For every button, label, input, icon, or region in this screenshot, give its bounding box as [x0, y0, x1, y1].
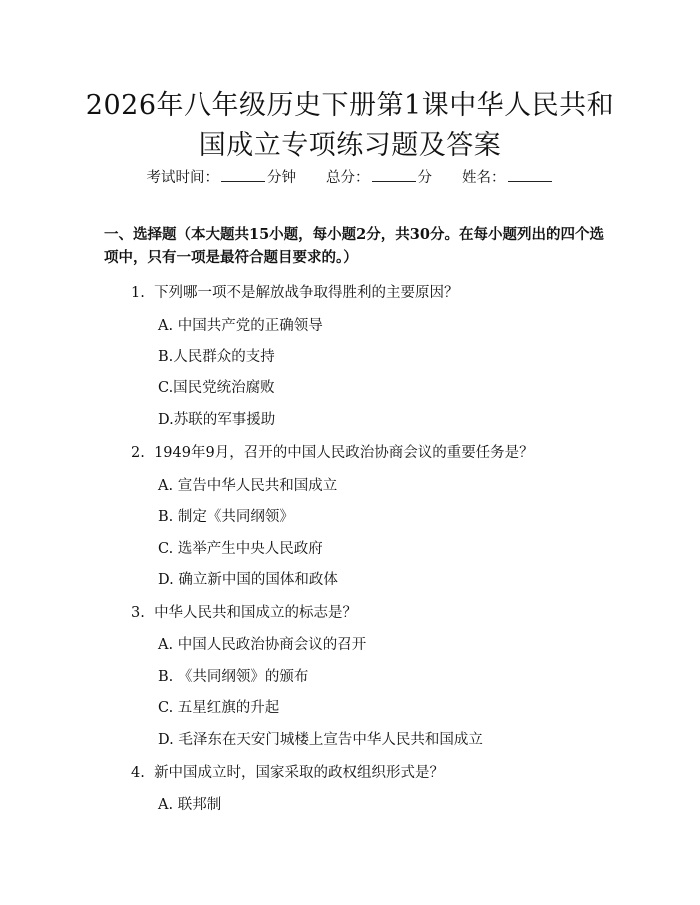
- document-title-line-2: 国成立专项练习题及答案: [198, 130, 502, 161]
- q3-option-b: B. 《共同纲领》的颁布: [158, 669, 309, 685]
- question-text: 1949年9月，召开的中国人民政治协商会议的重要任务是？: [154, 445, 534, 461]
- document-title-line-1: 2026年八年级历史下册第1课中华人民共和: [85, 90, 615, 121]
- name-blank: [508, 169, 552, 182]
- q2-option-b: B. 制定《共同纲领》: [158, 509, 294, 525]
- question-number: 2.: [131, 445, 145, 461]
- score-unit: 分: [417, 170, 432, 186]
- question-2: [131, 441, 534, 462]
- q2-option-d: D. 确立新中国的国体和政体: [158, 572, 338, 588]
- question-1: [131, 281, 459, 302]
- question-3: [131, 601, 357, 622]
- question-text: 新中国成立时，国家采取的政权组织形式是？: [154, 765, 445, 781]
- exam-info: [0, 166, 700, 187]
- question-number: 1.: [131, 285, 145, 301]
- q2-option-c: C. 选举产生中央人民政府: [158, 541, 323, 557]
- q1-option-b: B.人民群众的支持: [158, 349, 275, 365]
- q3-option-c: C. 五星红旗的升起: [158, 700, 280, 716]
- q3-option-a: A. 中国人民政治协商会议的召开: [158, 637, 367, 653]
- q1-option-c: C.国民党统治腐败: [158, 380, 275, 396]
- score-blank: [372, 169, 416, 182]
- time-unit: 分钟: [267, 170, 296, 186]
- q3-option-d: D. 毛泽东在天安门城楼上宣告中华人民共和国成立: [158, 732, 483, 748]
- question-4: [131, 761, 444, 782]
- q2-option-a: A. 宣告中华人民共和国成立: [158, 478, 338, 494]
- question-text: 下列哪一项不是解放战争取得胜利的主要原因？: [154, 285, 459, 301]
- question-number: 4.: [131, 765, 145, 781]
- q1-option-d: D.苏联的军事援助: [158, 412, 276, 428]
- q1-option-a: A. 中国共产党的正确领导: [158, 318, 323, 334]
- q4-option-a: A. 联邦制: [158, 797, 222, 813]
- name-label: 姓名：: [462, 170, 506, 186]
- question-number: 3.: [131, 605, 145, 621]
- time-blank: [221, 169, 265, 182]
- score-label: 总分：: [326, 170, 370, 186]
- time-label: 考试时间：: [146, 170, 219, 186]
- question-text: 中华人民共和国成立的标志是？: [154, 605, 358, 621]
- section-heading: 一、选择题（本大题共15小题，每小题2分，共30分。在每小题列出的四个选项中，只有一项是最符合题目要求的。）: [104, 226, 604, 266]
